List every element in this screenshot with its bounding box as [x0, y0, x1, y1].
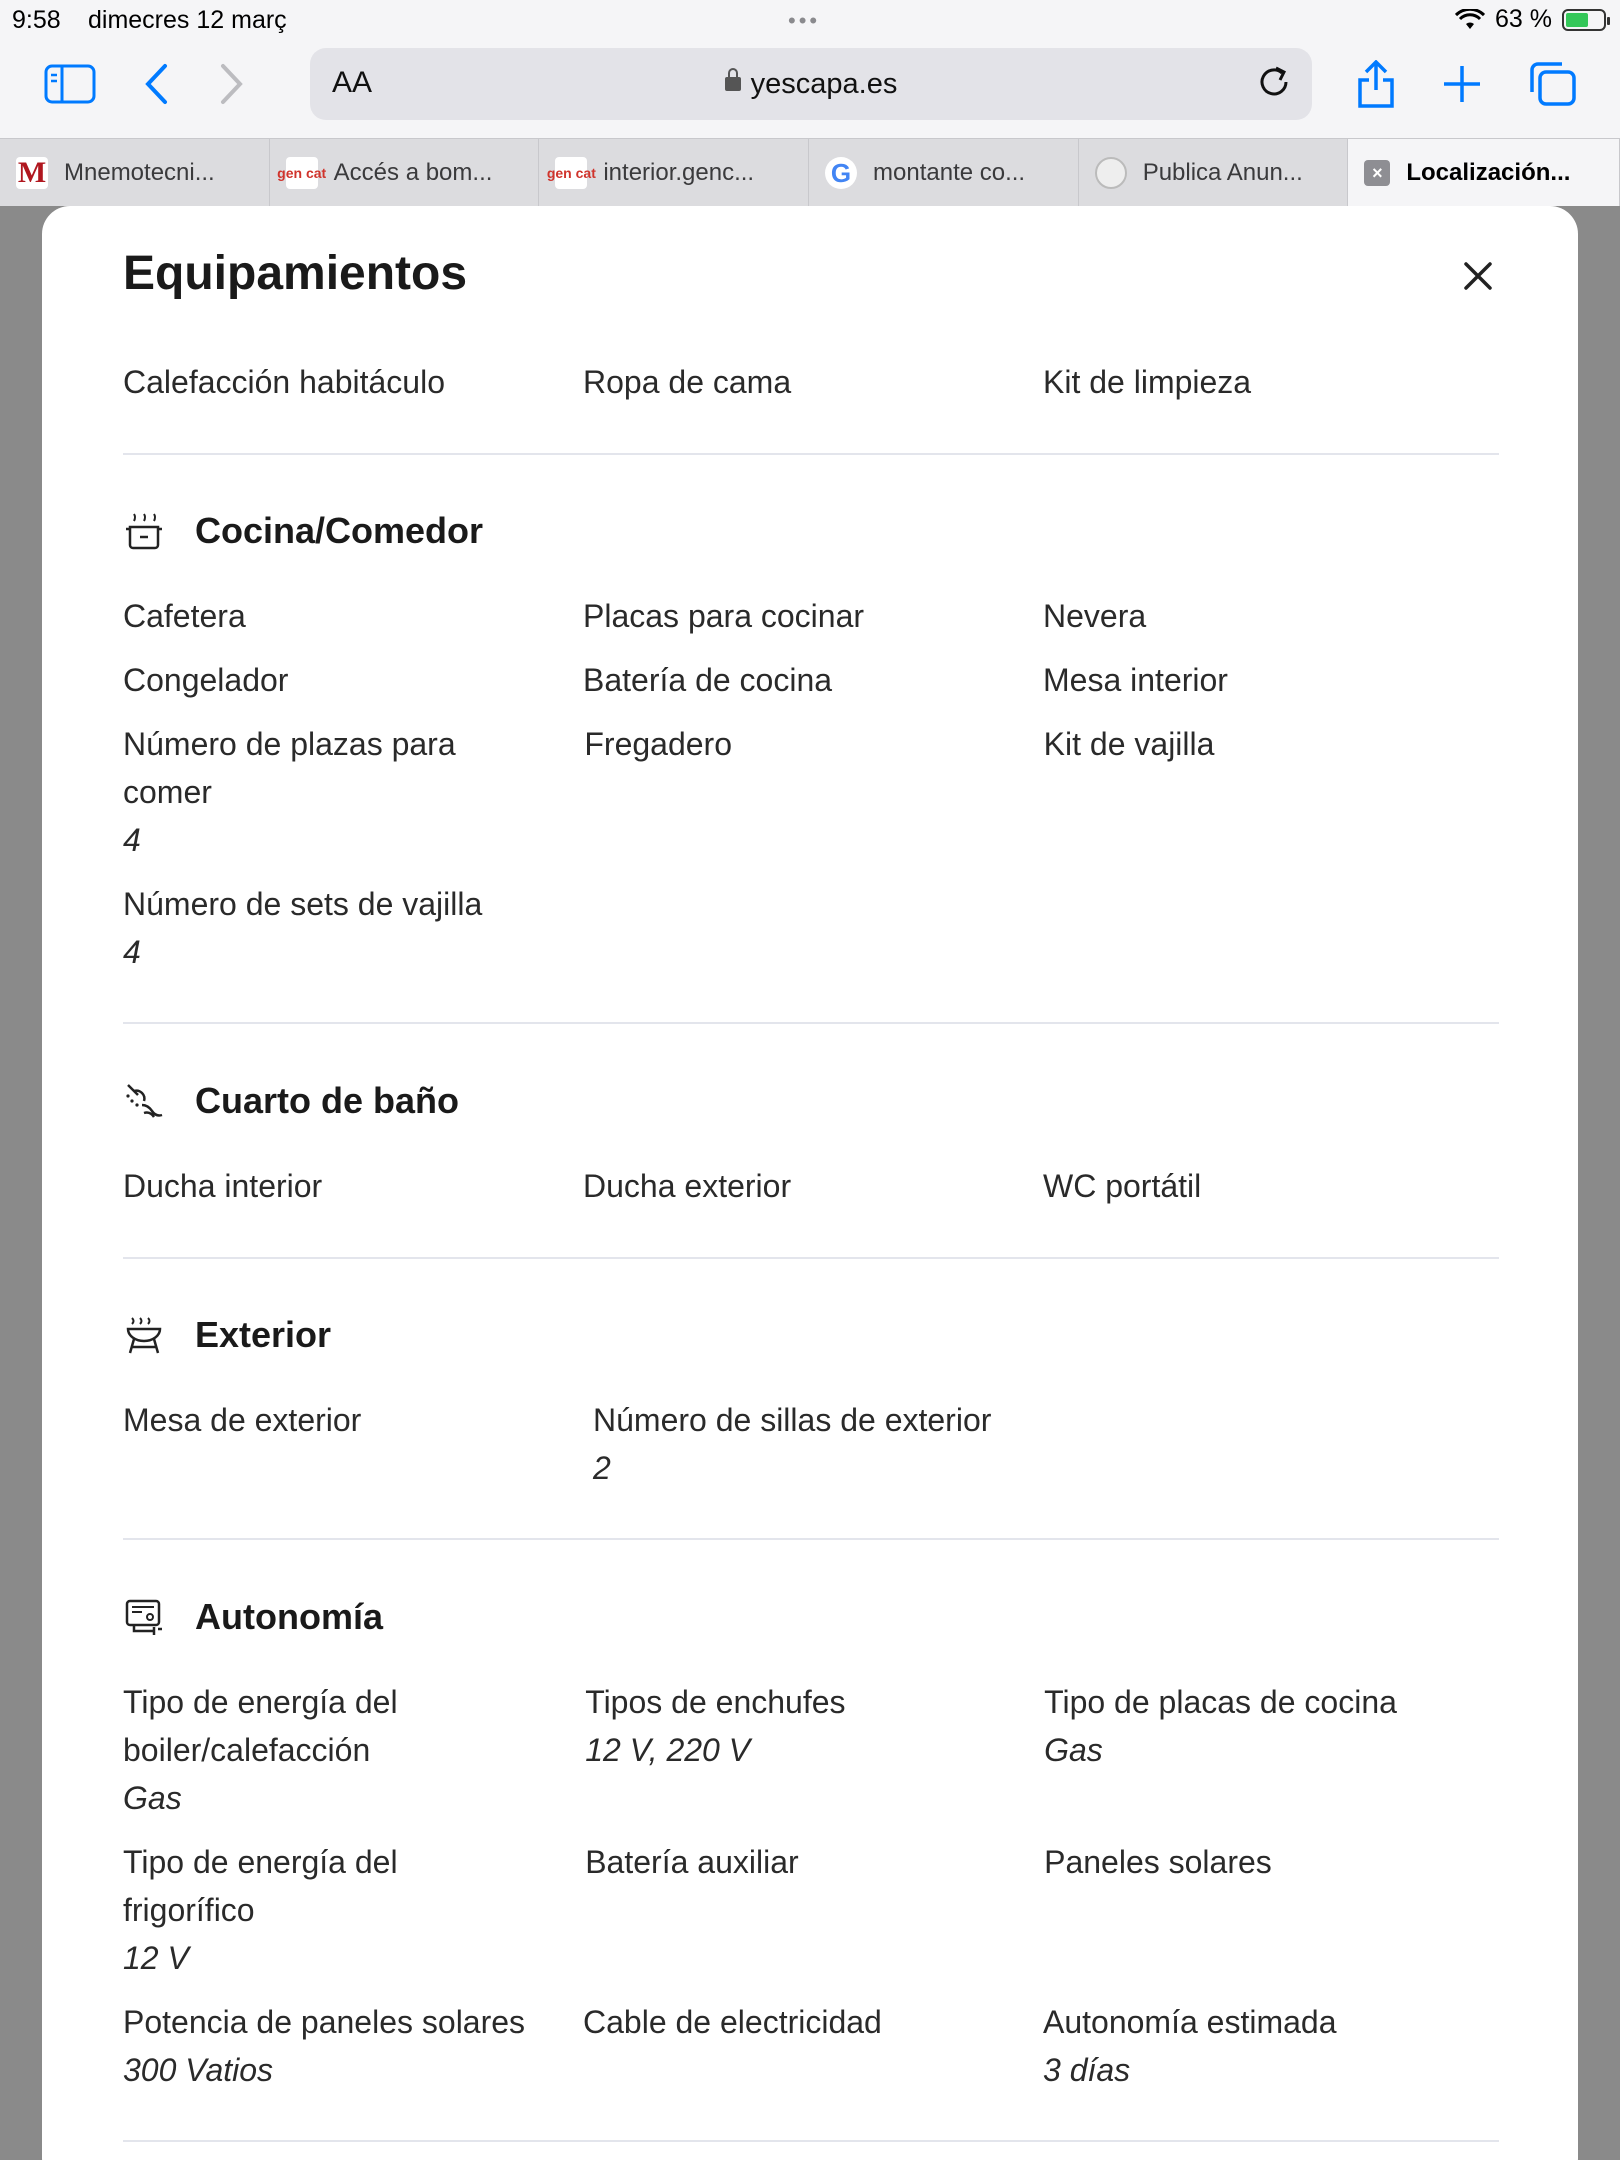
tab-overview-button[interactable] [1522, 58, 1582, 110]
power-station-icon [123, 1596, 165, 1638]
equipment-row [123, 1162, 1503, 1210]
battery-percent: 63 % [1495, 5, 1552, 33]
section-title: Autonomía [195, 1596, 383, 1637]
equipment-row [123, 592, 1503, 640]
sidebar-toggle-button[interactable] [40, 58, 100, 110]
share-icon [1356, 60, 1396, 108]
equipment-row [123, 720, 1503, 864]
browser-toolbar [0, 40, 1620, 138]
item-label: Tipo de placas de cocina [1044, 1684, 1397, 1720]
item-label: Tipo de energía del boiler/calefacción [123, 1684, 398, 1768]
equipment-item: Placas para cocinar [583, 598, 865, 634]
equipment-item [123, 1998, 583, 2094]
equipment-item: Batería de cocina [583, 662, 833, 698]
item-value: Gas [1044, 1732, 1103, 1768]
item-value: Gas [123, 1780, 182, 1816]
tab-montante[interactable] [809, 139, 1079, 207]
equipment-item: Paneles solares [1044, 1844, 1272, 1880]
equipment-item [123, 1678, 445, 1822]
tab-title: montante co... [873, 159, 1026, 186]
equipment-item: Kit de vajilla [1043, 726, 1215, 762]
lock-icon [725, 77, 741, 91]
item-value: 12 V [123, 1940, 189, 1976]
section-header-cocina [123, 510, 483, 552]
close-modal-button[interactable] [1452, 250, 1504, 302]
equipment-item [585, 1678, 1044, 1822]
equipment-item: Ropa de cama [583, 364, 792, 400]
equipment-item: Batería auxiliar [585, 1844, 799, 1880]
close-tab-icon[interactable]: × [1364, 160, 1390, 186]
tab-title: Accés a bom... [333, 159, 493, 186]
address-bar[interactable] [310, 48, 1312, 120]
equipment-item: Ducha exterior [583, 1168, 792, 1204]
equipment-modal [42, 206, 1578, 2160]
equipment-row [123, 1678, 1503, 1822]
barbecue-icon [123, 1314, 165, 1356]
chevron-left-icon [143, 63, 169, 105]
shower-icon [123, 1080, 165, 1122]
equipment-item: Mesa interior [1043, 662, 1228, 698]
equipment-item: Ducha interior [123, 1168, 323, 1204]
reader-options-button[interactable]: AA [332, 66, 373, 99]
item-label: Tipos de enchufes [585, 1684, 846, 1720]
divider [123, 1538, 1499, 1540]
equipment-item [123, 880, 593, 976]
equipment-row [123, 1998, 1503, 2094]
equipment-row [123, 358, 1503, 406]
google-favicon-icon: G [825, 157, 857, 189]
equipment-item: Kit de limpieza [1043, 364, 1252, 400]
equipment-item: Cafetera [123, 598, 246, 634]
item-label: Número de sets de vajilla [123, 886, 483, 922]
item-value: 300 Vatios [123, 2052, 274, 2088]
tab-interior-gencat[interactable] [539, 139, 809, 207]
item-value: 4 [123, 822, 141, 858]
plus-icon [1442, 64, 1482, 104]
item-label: Autonomía estimada [1043, 2004, 1337, 2040]
item-label: Potencia de paneles solares [123, 2004, 526, 2040]
equipment-row [123, 1838, 1503, 1982]
close-icon [1463, 261, 1493, 291]
equipment-item: Cable de electricidad [583, 2004, 882, 2040]
tab-title: Localización... [1406, 159, 1571, 186]
equipment-item: WC portátil [1043, 1168, 1202, 1204]
item-label: Tipo de energía del frigorífico [123, 1844, 398, 1928]
equipment-row [123, 880, 1503, 976]
equipment-item: Congelador [123, 662, 289, 698]
divider [123, 453, 1499, 455]
status-date: dimecres 12 març [88, 6, 287, 34]
url-text: yescapa.es [750, 68, 898, 100]
gencat-favicon-icon: gen cat [555, 157, 587, 189]
equipment-item [123, 1838, 445, 1982]
battery-icon [1562, 9, 1606, 31]
sidebar-icon [44, 64, 96, 104]
tab-mnemotecnia[interactable] [0, 139, 270, 207]
generic-favicon-icon [1095, 157, 1127, 189]
equipment-item: Nevera [1043, 598, 1147, 634]
item-value: 4 [123, 934, 141, 970]
equipment-row [123, 656, 1503, 704]
share-button[interactable] [1346, 58, 1406, 110]
tab-strip [0, 138, 1620, 206]
status-bar [0, 0, 1620, 40]
equipment-item [1043, 1998, 1503, 2094]
reload-icon [1254, 62, 1294, 102]
tab-acces-bombers[interactable] [270, 139, 540, 207]
item-label: Número de plazas para comer [123, 726, 456, 810]
tab-title: interior.genc... [603, 159, 755, 186]
modal-title: Equipamientos [123, 247, 468, 300]
cooking-pot-icon [123, 510, 165, 552]
divider [123, 1257, 1499, 1259]
equipment-item [123, 720, 494, 864]
equipment-row [123, 1396, 1503, 1492]
equipment-item [593, 1396, 1063, 1492]
gencat-favicon-icon: gen cat [286, 157, 318, 189]
section-title: Cocina/Comedor [195, 510, 484, 551]
item-value: 2 [593, 1450, 611, 1486]
tab-publica-anuncio[interactable] [1079, 139, 1349, 207]
tab-title: Publica Anun... [1142, 159, 1303, 186]
back-button[interactable] [126, 58, 186, 110]
reload-button[interactable] [1254, 62, 1294, 107]
tab-localizacion-active[interactable] [1348, 139, 1620, 207]
m-favicon-icon: M [17, 156, 47, 189]
equipment-item: Calefacción habitáculo [123, 364, 445, 400]
equipment-item [1044, 1678, 1503, 1822]
section-header-autonomia [123, 1596, 383, 1638]
status-time: 9:58 [12, 6, 61, 34]
section-title: Cuarto de baño [195, 1080, 460, 1121]
tabs-icon [1528, 62, 1576, 106]
divider [123, 2140, 1499, 2142]
wifi-icon [1455, 9, 1485, 31]
item-value: 3 días [1043, 2052, 1131, 2088]
multitasking-dots-icon[interactable]: ••• [788, 8, 821, 33]
chevron-right-icon [219, 63, 245, 105]
equipment-item: Fregadero [584, 726, 732, 762]
item-label: Número de sillas de exterior [593, 1402, 992, 1438]
new-tab-button[interactable] [1432, 58, 1492, 110]
item-value: 12 V, 220 V [585, 1732, 751, 1768]
divider [123, 1022, 1499, 1024]
tab-title: Mnemotecni... [64, 159, 215, 186]
forward-button[interactable] [202, 58, 262, 110]
equipment-item: Mesa de exterior [123, 1402, 362, 1438]
section-title: Exterior [195, 1314, 332, 1355]
section-header-bano [123, 1080, 459, 1122]
section-header-exterior [123, 1314, 331, 1356]
